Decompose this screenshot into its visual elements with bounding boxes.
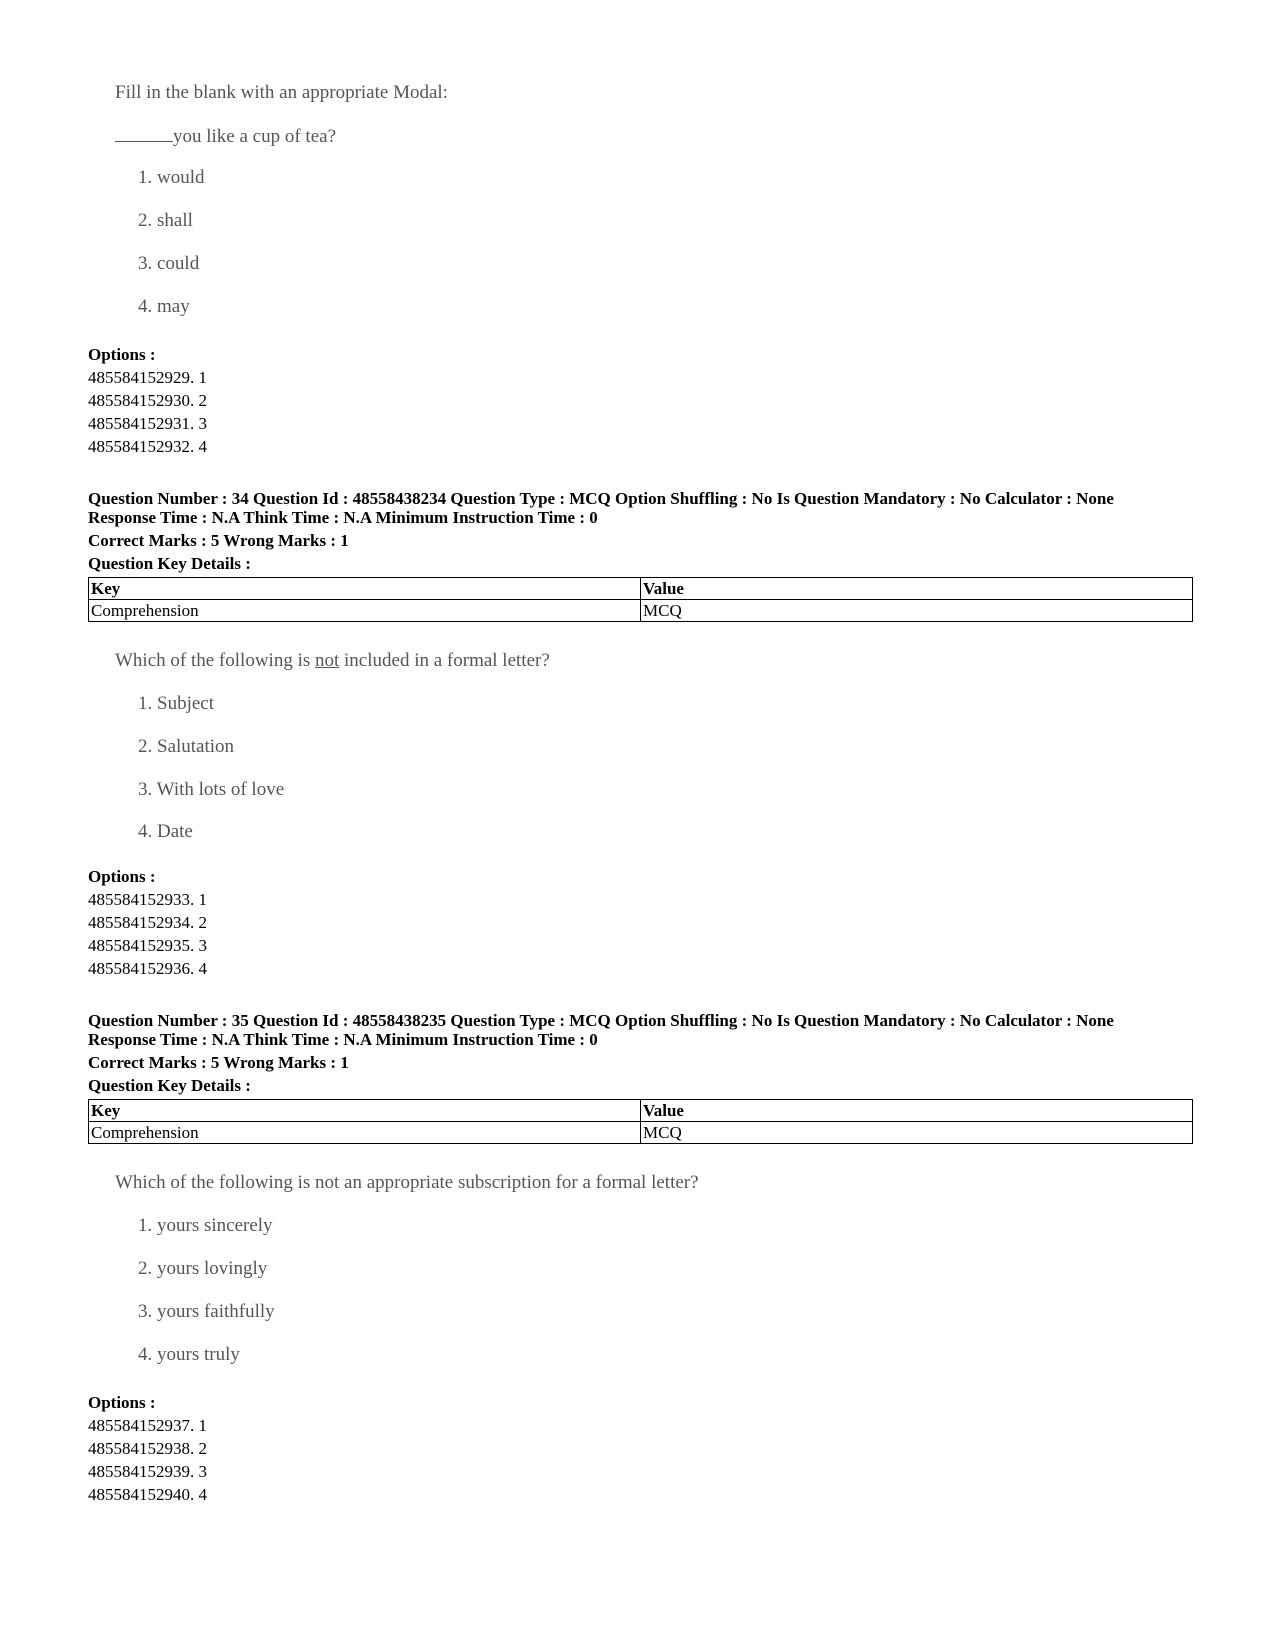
q33-question-image: [88, 82, 448, 104]
q35-stem: Which of the following is not an appropriate subscription for a formal letter?: [115, 1172, 699, 1193]
key-cell: Comprehension: [89, 1122, 641, 1144]
q34-option: 485584152935. 3: [88, 936, 207, 955]
q35-key-details-label: Question Key Details :: [88, 1076, 251, 1095]
q34-marks: Correct Marks : 5 Wrong Marks : 1: [88, 531, 349, 550]
answer-blank: [115, 124, 173, 142]
q33-choice: 4. may: [138, 296, 190, 317]
key-header: Key: [89, 1100, 641, 1122]
q33-instruction: Fill in the blank with an appropriate Modal:: [115, 82, 448, 103]
q33-choice: 3. could: [138, 253, 200, 274]
q35-key-table: [88, 1099, 1193, 1144]
q35-choice: 3. yours faithfully: [138, 1301, 275, 1322]
table-header-row: [89, 1100, 1193, 1122]
value-header: Value: [641, 1100, 1193, 1122]
q35-option: 485584152940. 4: [88, 1485, 207, 1504]
q35-option: 485584152939. 3: [88, 1462, 207, 1481]
q35-choice: 4. yours truly: [138, 1344, 240, 1365]
q35-options-label: Options :: [88, 1393, 156, 1412]
key-cell: Comprehension: [89, 600, 641, 622]
q33-choice: 2. shall: [138, 210, 193, 231]
q34-option: 485584152933. 1: [88, 890, 207, 909]
value-cell: MCQ: [641, 600, 1193, 622]
q35-marks: Correct Marks : 5 Wrong Marks : 1: [88, 1053, 349, 1072]
q34-choice: 2. Salutation: [138, 736, 235, 757]
q34-meta-line2: Response Time : N.A Think Time : N.A Minimum Instruction Time : 0: [88, 508, 598, 527]
q34-meta-line1: Question Number : 34 Question Id : 48558438234 Question Type : MCQ Option Shuffling : No Is Question Mandatory : No Calculator : None: [88, 489, 1114, 508]
table-row: [89, 1122, 1193, 1144]
q34-choice: 4. Date: [138, 821, 193, 842]
q35-meta-line2: Response Time : N.A Think Time : N.A Minimum Instruction Time : 0: [88, 1030, 598, 1049]
q33-option: 485584152929. 1: [88, 368, 207, 387]
q34-stem: Which of the following is not included in a formal letter?: [115, 650, 550, 671]
q33-options-label: Options :: [88, 345, 156, 364]
q34-question-image: [88, 650, 550, 672]
q33-choice: 1. would: [138, 167, 205, 188]
table-row: [89, 600, 1193, 622]
q35-option: 485584152937. 1: [88, 1416, 207, 1435]
q35-choice: 2. yours lovingly: [138, 1258, 268, 1279]
q35-question-image: [88, 1172, 699, 1194]
q33-stem: you like a cup of tea?: [173, 126, 337, 147]
q34-choice: 3. With lots of love: [138, 779, 285, 800]
q35-meta-line1: Question Number : 35 Question Id : 48558438235 Question Type : MCQ Option Shuffling : No Is Question Mandatory : No Calculator : None: [88, 1011, 1114, 1030]
q34-option: 485584152934. 2: [88, 913, 207, 932]
value-cell: MCQ: [641, 1122, 1193, 1144]
q34-key-table: [88, 577, 1193, 622]
q34-key-details-label: Question Key Details :: [88, 554, 251, 573]
q34-choice: 1. Subject: [138, 693, 214, 714]
q35-choice: 1. yours sincerely: [138, 1215, 273, 1236]
q34-options-label: Options :: [88, 867, 156, 886]
q33-option: 485584152932. 4: [88, 437, 207, 456]
q35-option: 485584152938. 2: [88, 1439, 207, 1458]
value-header: Value: [641, 578, 1193, 600]
q33-option: 485584152930. 2: [88, 391, 207, 410]
q33-stem-line: [88, 124, 336, 148]
q33-option: 485584152931. 3: [88, 414, 207, 433]
q34-option: 485584152936. 4: [88, 959, 207, 978]
table-header-row: [89, 578, 1193, 600]
key-header: Key: [89, 578, 641, 600]
